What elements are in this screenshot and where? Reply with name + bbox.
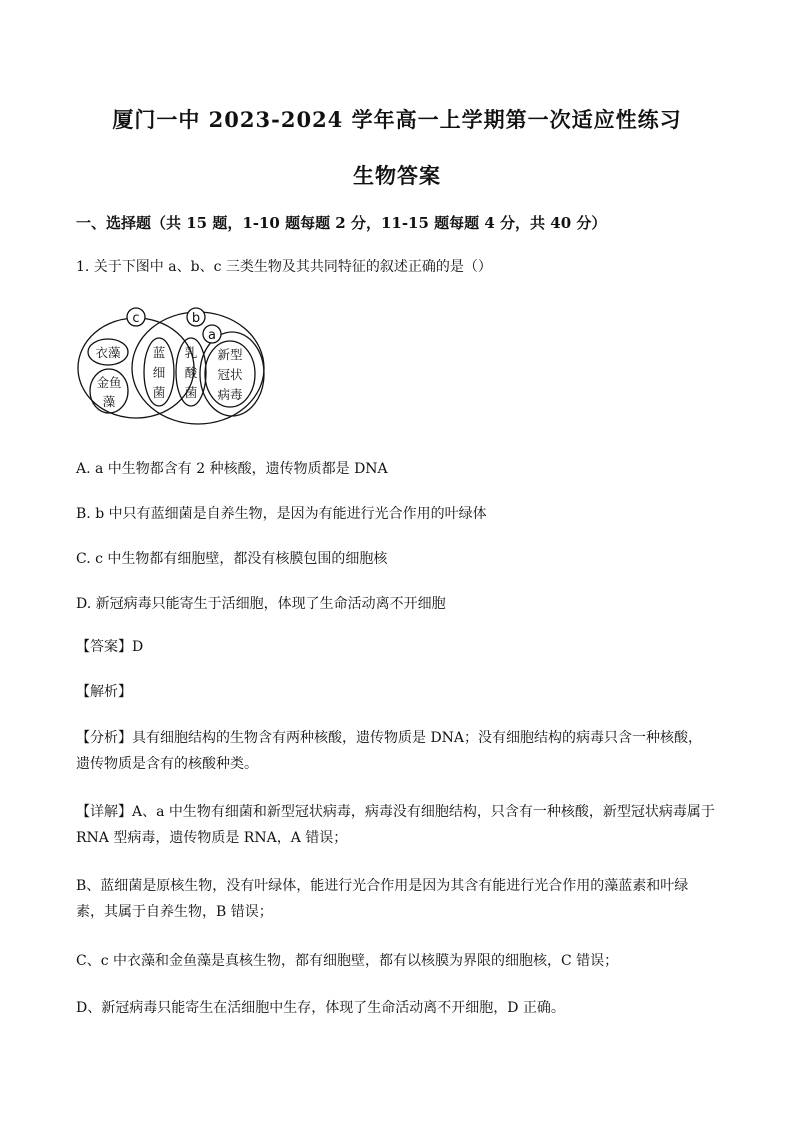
analysis-label: 【解析】 xyxy=(76,684,132,700)
label-b: b xyxy=(191,311,201,326)
page-title: 厦门一中 2023-2024 学年高一上学期第一次适应性练习 xyxy=(112,107,682,132)
analysis-detail-a: 【详解】A、a 中生物有细菌和新型冠状病毒，病毒没有细胞结构，只含有一种核酸，新型冠状病毒属于 RNA 型病毒，遗传物质是 RNA，A 错误； xyxy=(76,804,715,846)
answer-label: 【答案】D xyxy=(76,639,144,655)
jinyuzao-label-2: 藻 xyxy=(102,394,116,409)
label-c: c xyxy=(132,311,140,326)
venn-diagram xyxy=(76,304,276,434)
page-subtitle: 生物答案 xyxy=(353,163,441,188)
jinyuzao-label-1: 金鱼 xyxy=(96,375,122,390)
xinguan-label-1: 新型 xyxy=(217,347,243,362)
analysis-detail-c: C、c 中衣藻和金鱼藻是真核生物，都有细胞壁，都有以核膜为界限的细胞核，C 错误； xyxy=(76,953,619,969)
xinguan-label-3: 病毒 xyxy=(217,387,243,402)
lanxijun-label-2: 细 xyxy=(152,365,166,380)
analysis-fenxi: 【分析】具有细胞结构的生物含有两种核酸，遗传物质是 DNA；没有细胞结构的病毒只含一种核酸，遗传物质是含有的核酸种类。 xyxy=(76,730,703,772)
rusuanjun-label-2: 酸 xyxy=(184,365,198,380)
option-a: A. a 中生物都含有 2 种核酸，遗传物质都是 DNA xyxy=(76,461,388,477)
analysis-detail-b: B、蓝细菌是原核生物，没有叶绿体，能进行光合作用是因为其含有能进行光合作用的藻蓝素和叶绿素，其属于自养生物，B 错误； xyxy=(76,878,689,920)
label-a: a xyxy=(208,328,216,343)
lanxijun-label-3: 菌 xyxy=(152,385,166,400)
option-d: D. 新冠病毒只能寄生于活细胞，体现了生命活动离不开细胞 xyxy=(76,596,446,612)
section-heading: 一、选择题（共 15 题，1-10 题每题 2 分，11-15 题每题 4 分，共 40 分） xyxy=(76,214,607,232)
yizao-label: 衣藻 xyxy=(95,345,121,360)
lanxijun-label-1: 蓝 xyxy=(152,345,166,360)
question-stem: 1. 关于下图中 a、b、c 三类生物及其共同特征的叙述正确的是（） xyxy=(76,259,492,275)
rusuanjun-label-3: 菌 xyxy=(184,385,198,400)
analysis-detail-d: D、新冠病毒只能寄生在活细胞中生存，体现了生命活动离不开细胞，D 正确。 xyxy=(76,1000,565,1016)
option-c: C. c 中生物都有细胞壁，都没有核膜包围的细胞核 xyxy=(76,551,388,567)
xinguan-label-2: 冠状 xyxy=(217,367,243,382)
option-b: B. b 中只有蓝细菌是自养生物，是因为有能进行光合作用的叶绿体 xyxy=(76,506,487,522)
rusuanjun-label-1: 乳 xyxy=(184,345,198,360)
